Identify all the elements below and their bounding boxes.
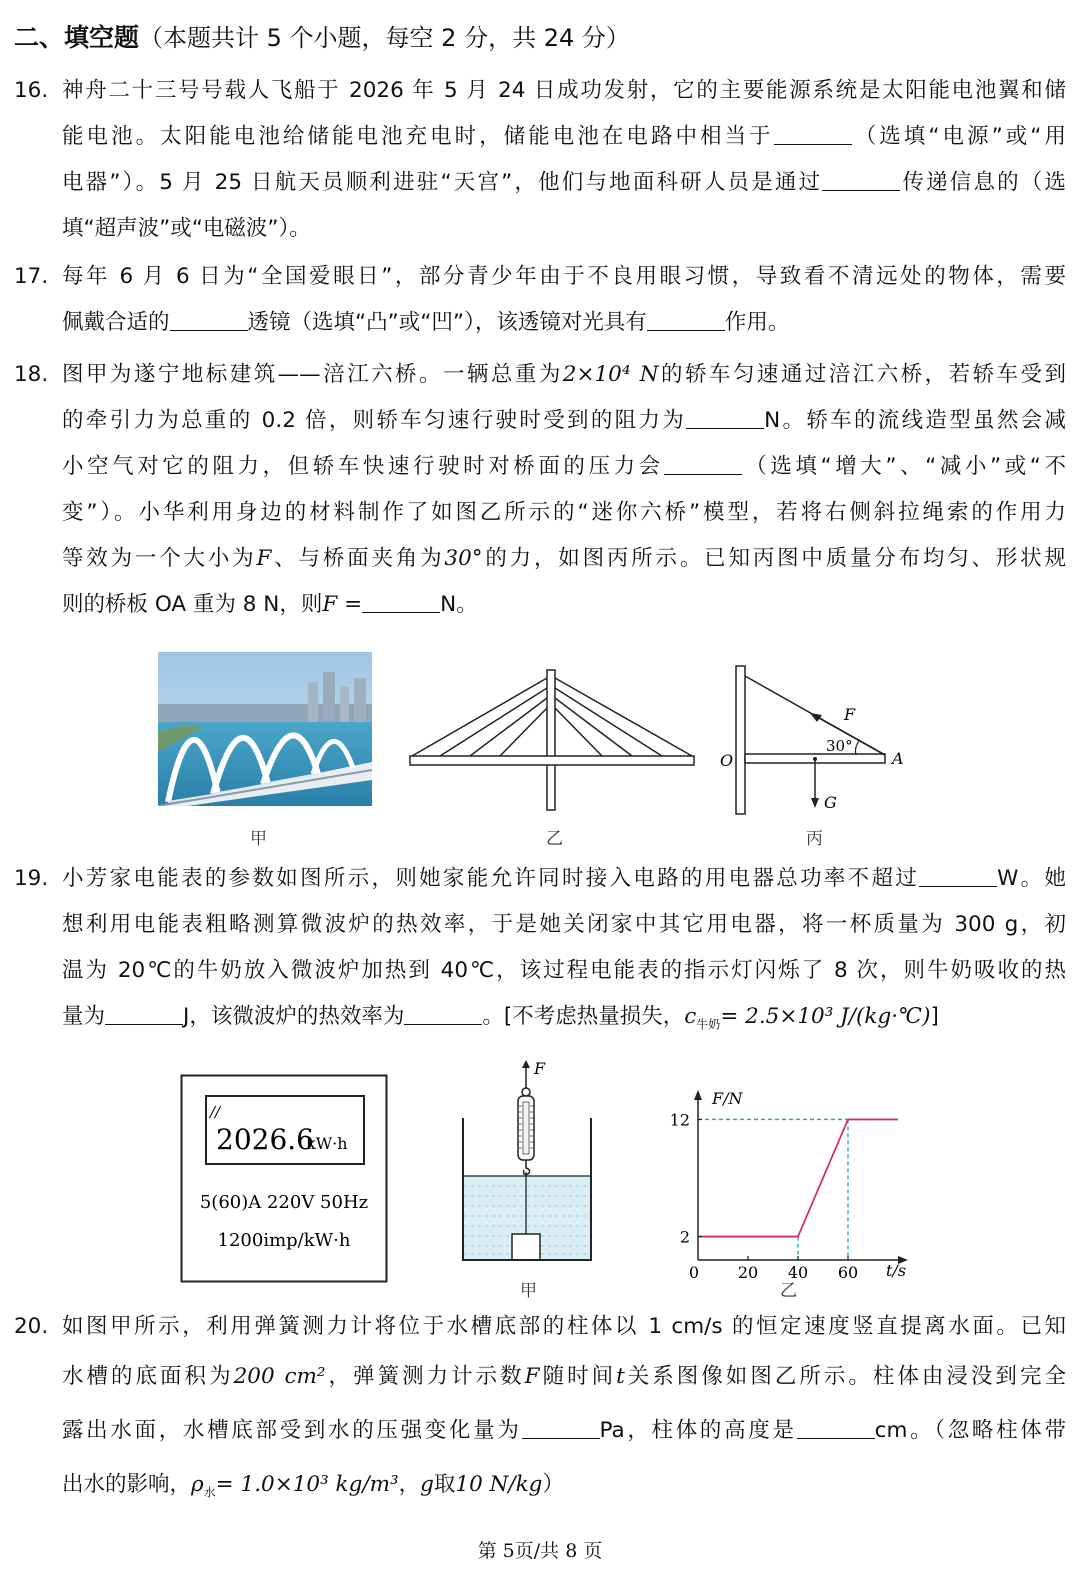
x-axis-label: t/s [886, 1261, 907, 1280]
answer-blank[interactable] [105, 1002, 183, 1025]
bridge-photo [158, 652, 372, 810]
question-number: 17. [14, 264, 49, 289]
text-line: 水槽的底面积为200 cm²，弹簧测力计示数F随时间t关系图像如图乙所示。柱体由浸没到完全 [62, 1364, 1066, 1389]
y-axis-label: F/N [712, 1089, 743, 1108]
text-line: 等效为一个大小为F、与桥面夹角为30°的力，如图丙所示。已知丙图中质量分布均匀、形状规 [62, 546, 1066, 571]
page-footer: 第 5页/共 8 页 [477, 1540, 603, 1562]
text-line: 佩戴合适的 透镜（选填“凸”或“凹”），该透镜对光具有 作用。 [62, 310, 790, 335]
text-line: 小空气对它的阻力，但轿车快速行驶时对桥面的压力会 （选填“增大”、“减小”或“不 [62, 454, 1066, 479]
spring-scale-tank [458, 1058, 598, 1272]
text-line: 小芳家电能表的参数如图所示，则她家能允许同时接入电路的用电器总功率不超过 W。她 [62, 866, 1066, 891]
figure-caption-bing: 丙 [806, 829, 823, 849]
x-tick-label: 60 [837, 1263, 859, 1280]
meter-reading: 2026.6 [216, 1123, 314, 1156]
question-16 [14, 68, 1066, 252]
y-tick-label: 2 [679, 1227, 690, 1247]
question-number: 20. [14, 1314, 49, 1339]
text-line: 的牵引力为总重的 0.2 倍，则轿车匀速行驶时受到的阻力为 N。轿车的流线造型虽然会减 [62, 408, 1066, 433]
force-diagram [716, 662, 912, 822]
question-number: 16. [14, 78, 49, 103]
label-F: F [844, 705, 856, 724]
y-axis-arrow [694, 1090, 702, 1100]
question-20 [14, 1304, 1066, 1512]
answer-blank[interactable] [919, 864, 997, 887]
label-O: O [720, 751, 734, 770]
answer-blank[interactable] [822, 168, 900, 191]
section-note: （本题共计 5 个小题，每空 2 分，共 24 分） [139, 24, 630, 52]
text-line: 图甲为遂宁地标建筑——涪江六桥。一辆总重为2×10⁴ N的轿车匀速通过涪江六桥，若轿车受到 [62, 362, 1066, 387]
label-F: F [534, 1059, 546, 1078]
answer-blank[interactable] [522, 1416, 600, 1439]
mini-bridge-diagram [404, 664, 700, 818]
text-line: 变”）。小华利用身边的材料制作了如图乙所示的“迷你六桥”模型，若将右侧斜拉绳索的作用力 [62, 500, 1066, 525]
y-tick-label: 12 [669, 1110, 690, 1130]
section-heading: 二、填空题 [14, 23, 140, 52]
question-17 [14, 254, 1066, 346]
figure-caption-yi: 乙 [780, 1281, 797, 1301]
text-line: 露出水面，水槽底部受到水的压强变化量为 Pa，柱体的高度是 cm。（忽略柱体带 [62, 1418, 1066, 1443]
answer-blank[interactable] [664, 452, 742, 475]
series-line [698, 1119, 898, 1236]
answer-blank[interactable] [686, 406, 764, 429]
section-title [14, 18, 630, 54]
force-time-chart [668, 1084, 918, 1284]
meter-mark: // [210, 1103, 221, 1121]
answer-blank[interactable] [774, 122, 852, 145]
text-line: 量为 J，该微波炉的热效率为 。[不考虑热量损失，$c_{牛奶}= 2.5\times 10^3$ J/(kg·℃)] [62, 1004, 939, 1032]
question-number: 19. [14, 866, 49, 891]
figure-caption-jia: 甲 [250, 829, 267, 849]
text-line: 想利用电能表粗略测算微波炉的热效率，于是她关闭家中其它用电器，将一杯质量为 300 g，初 [62, 912, 1066, 937]
text-line: 神舟二十三号号载人飞船于 2026 年 5 月 24 日成功发射，它的主要能源系统是太阳能电池翼和储 [62, 78, 1066, 103]
answer-blank[interactable] [170, 308, 248, 331]
text-line: 每年 6 月 6 日为“全国爱眼日”，部分青少年由于不良用眼习惯，导致看不清远处的物体，需要 [62, 264, 1066, 289]
answer-blank[interactable] [647, 308, 725, 331]
text-line: 如图甲所示，利用弹簧测力计将位于水槽底部的柱体以 1 cm/s 的恒定速度竖直提离水面。已知 [62, 1314, 1066, 1339]
question-number: 18. [14, 362, 49, 387]
meter-spec-2: 1200imp/kW·h [217, 1230, 351, 1251]
answer-blank[interactable] [404, 1002, 482, 1025]
x-tick-label: 20 [737, 1263, 759, 1280]
x-tick-label: 40 [787, 1263, 809, 1280]
text-line: 填“超声波”或“电磁波”）。 [62, 216, 311, 241]
answer-blank[interactable] [362, 590, 440, 613]
answer-blank[interactable] [797, 1416, 875, 1439]
question-18 [14, 352, 1066, 628]
figure-caption-jia: 甲 [520, 1281, 537, 1301]
text-line: 能电池。太阳能电池给储能电池充电时，储能电池在电路中相当于 （选填“电源”或“用 [62, 124, 1066, 149]
text-line: 出水的影响，$\rho_水= 1.0\times 10^3$ kg/m³，g取10 N/kg） [62, 1472, 564, 1500]
question-19 [14, 856, 1066, 1040]
energy-meter [180, 1074, 388, 1288]
origin-label: 0 [688, 1263, 700, 1280]
text-line: 温为 20℃的牛奶放入微波炉加热到 40℃，该过程电能表的指示灯闪烁了 8 次，则牛奶吸收的热 [62, 958, 1066, 983]
text-line: 电器”）。5 月 25 日航天员顺利进驻“天宫”，他们与地面科研人员是通过 传递信息的（选 [62, 170, 1066, 195]
label-angle: 30° [826, 737, 853, 755]
text-line: 则的桥板 OA 重为 8 N，则F = N。 [62, 592, 478, 617]
meter-unit: kW·h [306, 1134, 348, 1153]
label-G: G [824, 793, 837, 812]
label-A: A [892, 749, 904, 768]
meter-spec-1: 5(60)A 220V 50Hz [199, 1192, 369, 1213]
figure-caption-yi: 乙 [546, 829, 563, 849]
